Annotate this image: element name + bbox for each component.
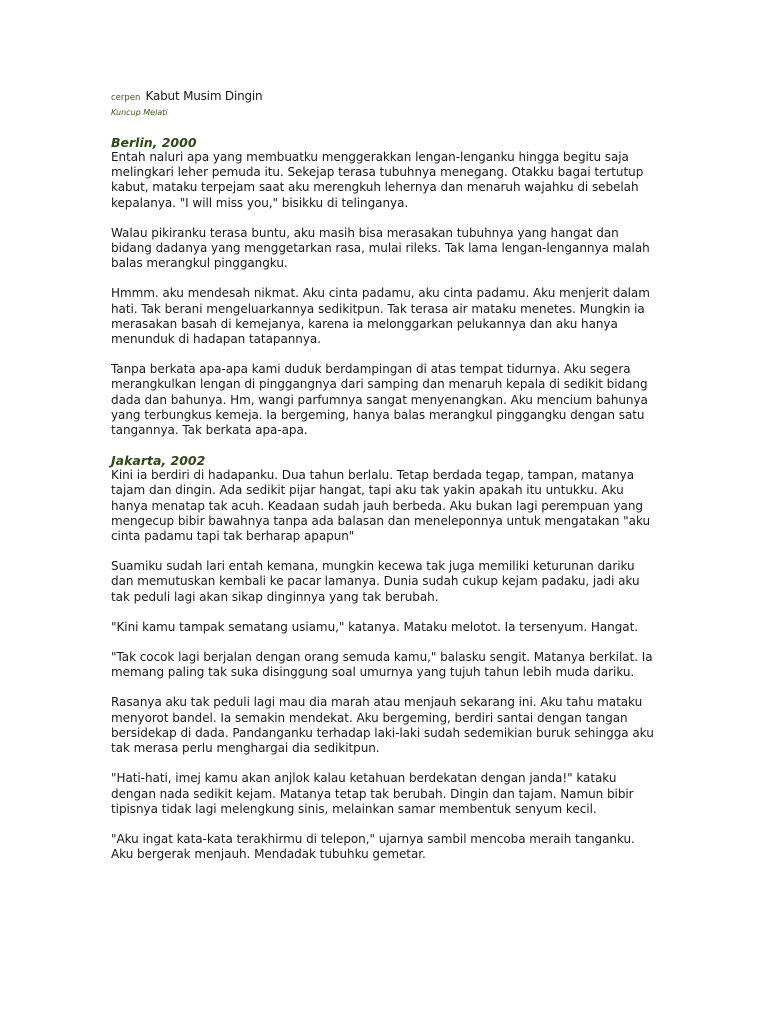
author-name: Kuncup Melati	[111, 108, 168, 117]
paragraph: "Tak cocok lagi berjalan dengan orang semuda kamu," balasku sengit. Matanya berkilat. Ia memang paling tak suka disinggung soal umurnya yang tujuh tahun lebih muda dariku.	[111, 650, 653, 680]
paragraph: Tanpa berkata apa-apa kami duduk berdampingan di atas tempat tidurnya. Aku segera merangkulkan lengan di pinggangnya dari samping dan menaruh kepala di sedikit bidang dada dan bahunya. Hm, wangi parfumnya sangat menyenangkan. Aku mencium bahunya yang terbungkus kemeja. Ia bergeming, hanya balas merangkul pinggangku dengan satu tangannya. Tak berkata apa-apa.	[111, 362, 648, 438]
paragraph: Hmmm. aku mendesah nikmat. Aku cinta padamu, aku cinta padamu. Aku menjerit dalam hati. Tak berani mengeluarkannya sedikitpun. Tak terasa air mataku menetes. Mungkin ia merasakan basah di kemejanya, karena ia melonggarkan pelukannya dan aku hanya menunduk di hadapan tatapannya.	[111, 286, 650, 347]
paragraph: Kini ia berdiri di hadapanku. Dua tahun berlalu. Tetap berdada tegap, tampan, matanya tajam dan dingin. Ada sedikit pijar hangat, tapi aku tak yakin apakah itu untukku. Aku hanya menatap tak acuh. Keadaan sudah jauh berbeda. Aku bukan lagi perempuan yang mengecup bibir bawahnya tanpa ada balasan dan meneleponnya untuk mengatakan "aku cinta padamu tapi tak berharap apapun"	[111, 468, 651, 544]
paragraph: "Kini kamu tampak sematang usiamu," katanya. Mataku melotot. Ia tersenyum. Hangat.	[111, 619, 639, 634]
paragraph: Rasanya aku tak peduli lagi mau dia marah atau menjauh sekarang ini. Aku tahu mataku menyorot bandel. Ia semakin mendekat. Aku bergeming, berdiri santai dengan tangan bersidekap di dada. Pandanganku terhadap laki-laki sudah sedemikian buruk sehingga aku tak merasa perlu menghargai dia sedikitpun.	[111, 695, 654, 756]
paragraph: Entah naluri apa yang membuatku menggerakkan lengan-lenganku hingga begitu saja melingkari leher pemuda itu. Sekejap terasa tubuhnya menegang. Otakku bagai tertutup kabut, mataku terpejam saat aku merengkuh lehernya dan menaruh wajahku di sebelah kepalanya. "I will miss you," bisikku di telinganya.	[111, 150, 644, 210]
paragraph: Suamiku sudah lari entah kemana, mungkin kecewa tak juga memiliki keturunan dariku dan memutuskan kembali ke pacar lamanya. Dunia sudah cukup kejam padaku, jadi aku tak peduli lagi akan sikap dinginnya yang tak berubah.	[111, 559, 640, 604]
paragraph: "Hati-hati, imej kamu akan anjlok kalau ketahuan berdekatan dengan janda!" kataku dengan nada sedikit kejam. Matanya tetap tak berubah. Dingin dan tajam. Namun bibir tipisnya tidak lagi melengkung sinis, melainkan samar membentuk senyum kecil.	[111, 771, 634, 816]
paragraph: "Aku ingat kata-kata terakhirmu di telepon," ujarnya sambil mencoba meraih tanganku. Aku bergerak menjauh. Mendadak tubuhku gemetar.	[111, 831, 635, 862]
section-heading-jakarta: Jakarta, 2002	[111, 453, 206, 469]
genre-label: cerpen	[111, 93, 141, 103]
document-page	[111, 88, 659, 862]
section-heading-berlin: Berlin, 2000	[111, 135, 197, 150]
story-title: Kabut Musim Dingin	[145, 89, 263, 103]
title-line	[111, 88, 659, 105]
paragraph: Walau pikiranku terasa buntu, aku masih bisa merasakan tubuhnya yang hangat dan bidang dadanya yang menggetarkan rasa, mulai rileks. Tak lama lengan-lengannya malah balas merangkul pinggangku.	[111, 225, 650, 271]
